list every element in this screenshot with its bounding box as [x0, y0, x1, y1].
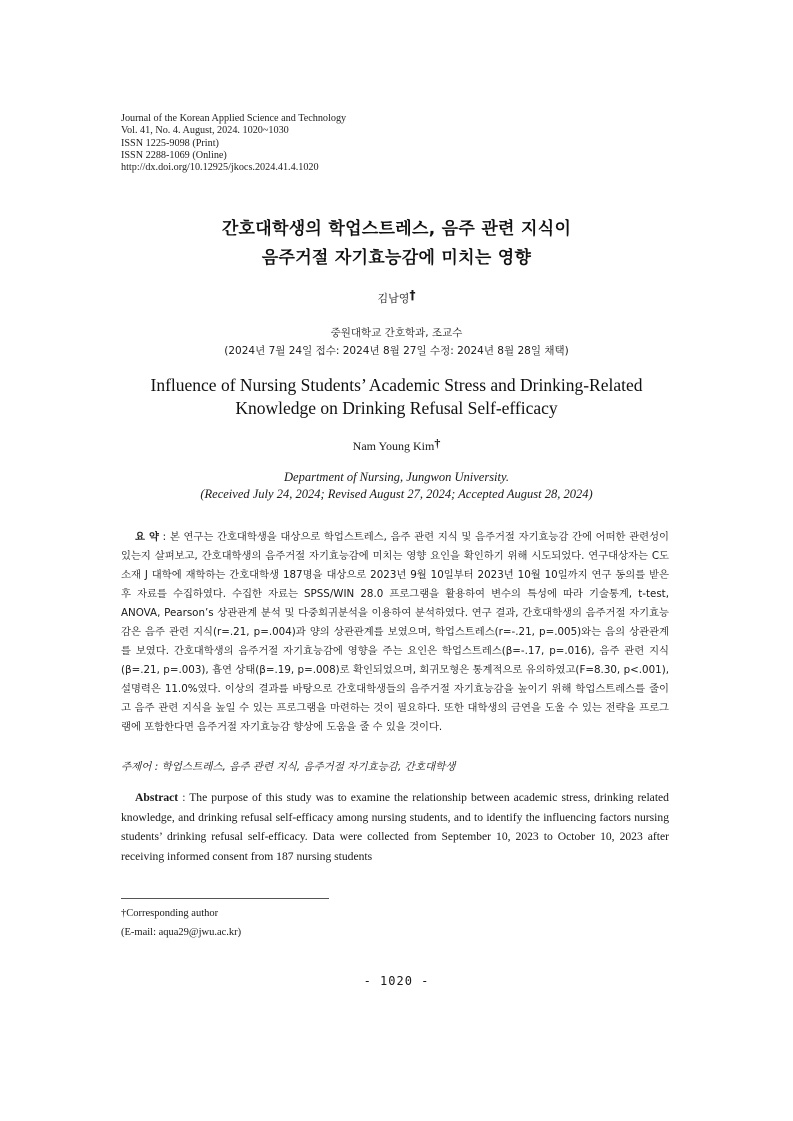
journal-header: [121, 113, 346, 174]
doi-link[interactable]: http://dx.doi.org/10.12925/jkocs.2024.41.4.1020: [121, 162, 319, 174]
title-en-line2: Knowledge on Drinking Refusal Self-efficacy: [235, 398, 558, 418]
keywords-ko: 주제어 : 학업스트레스, 음주 관련 지식, 음주거절 자기효능감, 간호대학생: [121, 761, 456, 773]
footnote-dagger: †: [121, 908, 127, 919]
abstract-ko-text: : 본 연구는 간호대학생을 대상으로 학업스트레스, 음주 관련 지식 및 음주거절 자기효능감 간에 어떠한 관련성이 있는지 살펴보고, 간호대학생의 음주거절 자기효능감에 미치는 영향 요인을 확인하기 위해 시도되었다. 연구대상자는 C도 소재 J 대학에 재학하는 간호대학생 187명을 대상으로 2023년 9월 10일부터 2023년 10월 10일까지 연구 동의를 받은 후 자료를 수집하였다. 수집한 자료는 SPSS/WIN 28.0 프로그램을 활용하여 변수의 특성에 따라 기술통계, t-test, ANOVA, Pearson’s 상관관계 분석 및 다중회귀분석을 이용하여 분석하였다. 연구 결과, 간호대학생의 음주거절 자기효능감은 음주 관련 지식(r=.21, p=.004)과 양의 상관관계를 보였으며, 학업스트레스(r=-.21, p=.005)와는 음의 상관관계를 보였다. 간호대학생의 음주거절 자기효능감에 영향을 주는 요인은 학업스트레스(β=-.17, p=.016), 음주 관련 지식(β=.21, p=.003), 흡연 상태(β=.19, p=.008)로 확인되었으며, 회귀모형은 통계적으로 유의하였고(F=8.30, p<.001), 설명력은 11.0%였다. 이상의 결과를 바탕으로 간호대학생들의 음주거절 자기효능감을 높이기 위해 학업스트레스를 줄이고 음주 관련 지식을 높일 수 있는 프로그램을 마련하는 것이 필요하다. 또한 대학생의 금연을 도울 수 있는 전략을 프로그램에 포함한다면 음주거절 자기효능감 향상에 도움을 줄 수 있을 것이다.: [121, 531, 669, 733]
journal-name: Journal of the Korean Applied Science and Technology: [121, 113, 347, 124]
dagger-mark: †: [434, 436, 441, 450]
abstract-ko-label: 요 약: [135, 531, 159, 543]
author-en-name: Nam Young Kim: [352, 439, 435, 453]
dagger-mark: †: [409, 288, 416, 302]
dates-ko: (2024년 7월 24일 접수: 2024년 8월 27일 수정: 2024년 8월 28일 채택): [224, 345, 569, 357]
title-ko-line1: 간호대학생의 학업스트레스, 음주 관련 지식이: [221, 219, 572, 239]
footnote-email[interactable]: (E-mail: aqua29@jwu.ac.kr): [121, 927, 242, 938]
abstract-en: [121, 788, 669, 866]
title-en-line1: Influence of Nursing Students’ Academic Stress and Drinking-Related: [150, 375, 643, 395]
author-en: [0, 436, 793, 454]
abstract-ko: [121, 528, 669, 737]
title-ko-line2: 음주거절 자기효능감에 미치는 영향: [261, 248, 532, 268]
footnote-divider: [121, 898, 329, 899]
affiliation-ko: 중원대학교 간호학과, 조교수: [330, 327, 463, 339]
affiliation-en: Department of Nursing, Jungwon University.: [284, 470, 509, 484]
issn-online: ISSN 2288-1069 (Online): [121, 149, 227, 161]
abstract-en-text: : The purpose of this study was to examine the relationship between academic stress, drinking related knowledge, and drinking refusal self-efficacy among nursing students, and to identify the influencing factors nursing students’ drinking refusal self-efficacy. Data were collected from September 10, 2023 to October 10, 2023 after receiving informed consent from 187 nursing students: [121, 791, 669, 863]
footnote-corresponding: [121, 908, 218, 919]
footnote-line1: Corresponding author: [126, 908, 219, 919]
dates-en: (Received July 24, 2024; Revised August 27, 2024; Accepted August 28, 2024): [200, 487, 593, 501]
issn-print: ISSN 1225-9098 (Print): [121, 137, 219, 149]
journal-volume: Vol. 41, No. 4. August, 2024. 1020~1030: [121, 125, 289, 137]
page-number: - 1020 -: [363, 974, 430, 988]
author-ko-name: 김남영: [377, 292, 410, 305]
author-ko: [0, 288, 793, 306]
abstract-en-label: Abstract: [135, 791, 179, 804]
